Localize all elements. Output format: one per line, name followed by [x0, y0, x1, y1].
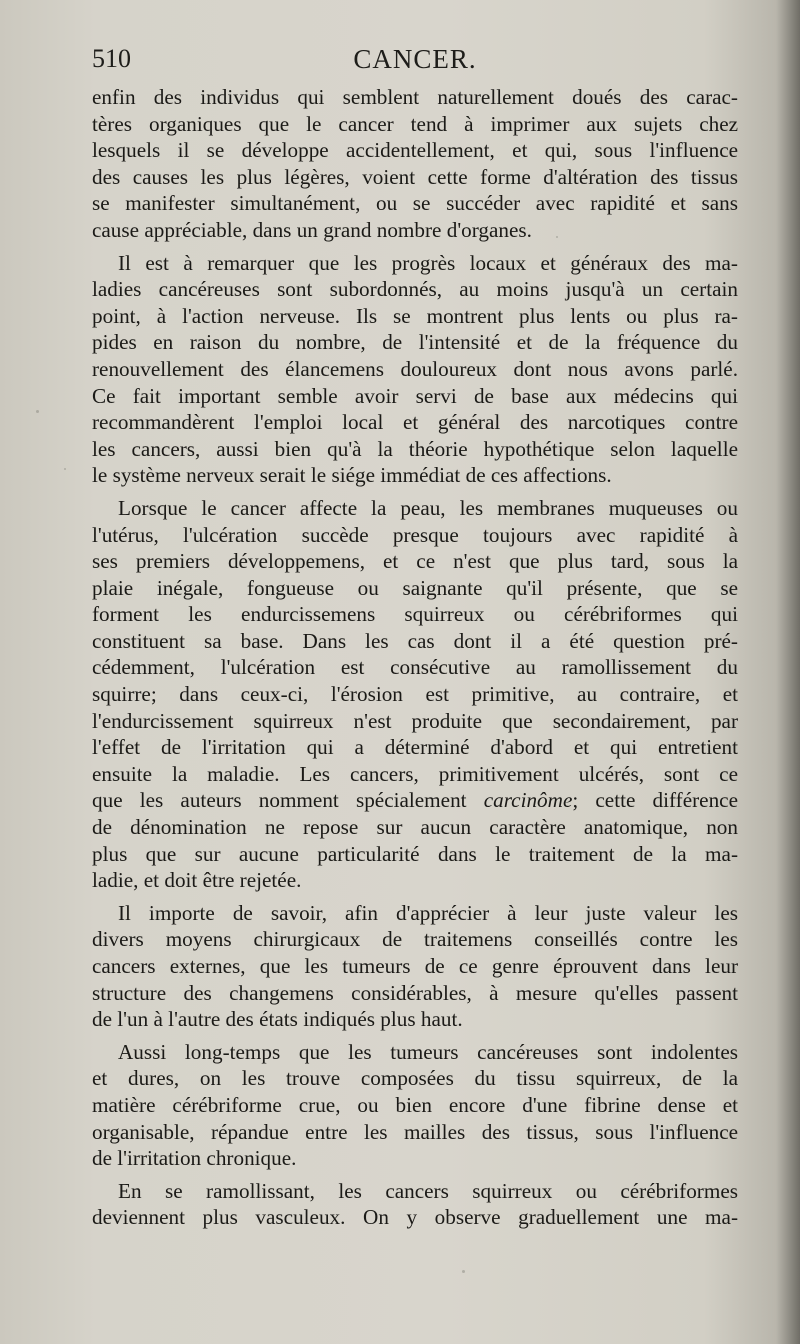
- text-line: l'effet de l'irritation qui a déterminé d'abord et qui entretient: [92, 735, 738, 760]
- text-line: l'endurcissement squirreux n'est produite que secondairement, par: [92, 708, 738, 733]
- text-line: Aussi long-temps que les tumeurs cancéreuses sont indolentes: [118, 1039, 738, 1064]
- text-line: que les auteurs nomment spécialement carcinôme; cette différence: [92, 788, 738, 813]
- text-line: ensuite la maladie. Les cancers, primitivement ulcérés, sont ce: [92, 761, 738, 786]
- text-line: les cancers, aussi bien qu'à la théorie hypothétique selon laquelle: [92, 436, 738, 461]
- text-line: ses premiers développemens, et ce n'est que plus tard, sous la: [92, 549, 738, 574]
- text-line: cédemment, l'ulcération est consécutive au ramollissement du: [92, 655, 738, 680]
- text-line: constituent sa base. Dans les cas dont il a été question pré-: [92, 628, 738, 653]
- text-line: de l'irritation chronique.: [92, 1146, 297, 1171]
- paper-speck: [556, 236, 558, 238]
- text-line: Il importe de savoir, afin d'apprécier à leur juste valeur les: [118, 900, 738, 925]
- paragraph: [92, 84, 738, 244]
- page-number: 510: [92, 44, 131, 73]
- text-line: structure des changemens considérables, à mesure qu'elles passent: [92, 980, 738, 1005]
- text-line: cause appréciable, dans un grand nombre d'organes.: [92, 217, 532, 242]
- text-line: forment les endurcissemens squirreux ou cérébriformes qui: [92, 602, 738, 627]
- text-line: divers moyens chirurgicaux de traitemens conseillés contre les: [92, 927, 738, 952]
- text-line: En se ramollissant, les cancers squirreux ou cérébriformes: [118, 1178, 738, 1203]
- page-header: [92, 44, 738, 80]
- paper-speck: [462, 1270, 465, 1273]
- text-line: organisable, répandue entre les mailles des tissus, sous l'influence: [92, 1119, 738, 1144]
- text-line: deviennent plus vasculeux. On y observe graduellement une ma-: [92, 1205, 738, 1230]
- text-line: recommandèrent l'emploi local et général des narcotiques contre: [92, 410, 738, 435]
- paragraph: [92, 250, 738, 489]
- text-line: Il est à remarquer que les progrès locaux et généraux des ma-: [118, 250, 738, 275]
- paragraph: [92, 495, 738, 894]
- text-line: de l'un à l'autre des états indiqués plus haut.: [92, 1007, 463, 1032]
- text-line: renouvellement des élancemens douloureux dont nous avons parlé.: [92, 356, 738, 381]
- text-line: des causes les plus légères, voient cette forme d'altération des tissus: [92, 164, 738, 189]
- text-line: Ce fait important semble avoir servi de base aux médecins qui: [92, 383, 738, 408]
- text-line: de dénomination ne repose sur aucun caractère anatomique, non: [92, 815, 738, 840]
- text-line: plaie inégale, fongueuse ou saignante qu'il présente, que se: [92, 575, 738, 600]
- italic-term: carcinôme: [483, 788, 573, 813]
- paper-speck: [36, 410, 39, 413]
- text-line: se manifester simultanément, ou se succéder avec rapidité et sans: [92, 191, 738, 216]
- paragraph: [92, 900, 738, 1033]
- paper-speck: [64, 468, 66, 470]
- running-title: CANCER.: [353, 44, 477, 74]
- body-text: [92, 84, 738, 1231]
- paragraph: [92, 1039, 738, 1172]
- paragraph: [92, 1178, 738, 1231]
- text-line: enfin des individus qui semblent naturellement doués des carac-: [92, 85, 738, 109]
- text-line: matière cérébriforme crue, ou bien encore d'une fibrine dense et: [92, 1092, 738, 1117]
- text-line: pides en raison du nombre, de l'intensité et de la fréquence du: [92, 330, 738, 355]
- text-line: lesquels il se développe accidentellement, et qui, sous l'influence: [92, 138, 738, 163]
- text-line: plus que sur aucune particularité dans le traitement de la ma-: [92, 841, 738, 866]
- text-line: l'utérus, l'ulcération succède presque toujours avec rapidité à: [92, 522, 738, 547]
- text-line: ladie, et doit être rejetée.: [92, 868, 302, 893]
- text-line: ladies cancéreuses sont subordonnés, au moins jusqu'à un certain: [92, 277, 738, 302]
- text-line: point, à l'action nerveuse. Ils se montrent plus lents ou plus ra-: [92, 303, 738, 328]
- text-line: squirre; dans ceux-ci, l'érosion est primitive, au contraire, et: [92, 682, 738, 707]
- text-line: le système nerveux serait le siége immédiat de ces affections.: [92, 463, 612, 488]
- text-line: Lorsque le cancer affecte la peau, les membranes muqueuses ou: [118, 495, 738, 520]
- text-line: cancers externes, que les tumeurs de ce genre éprouvent dans leur: [92, 954, 738, 978]
- text-line: tères organiques que le cancer tend à imprimer aux sujets chez: [92, 111, 738, 136]
- text-line: et dures, on les trouve composées du tissu squirreux, de la: [92, 1066, 738, 1091]
